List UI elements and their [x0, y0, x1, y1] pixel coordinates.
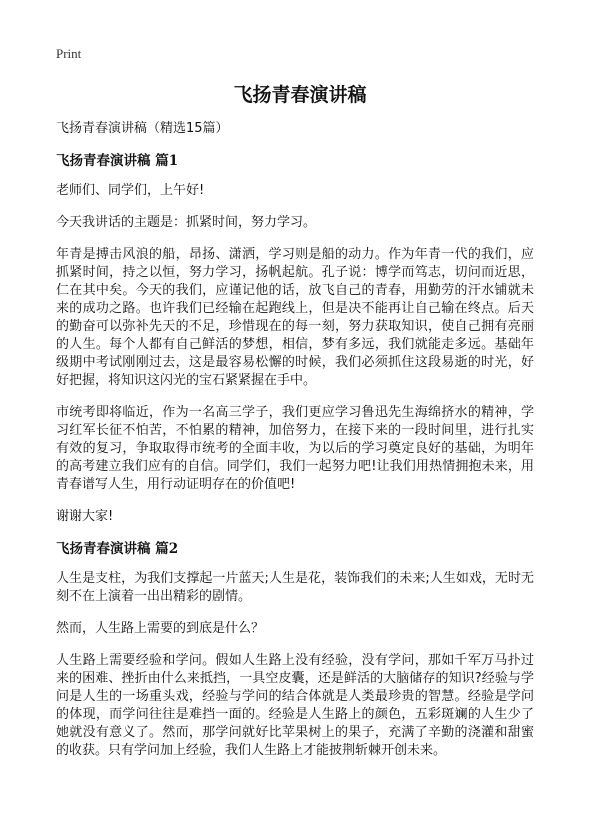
paragraph: 谢谢大家! [56, 509, 114, 524]
document-title: 飞扬青春演讲稿 [233, 84, 367, 106]
section-heading: 飞扬青春演讲稿 篇1 [56, 153, 179, 169]
paragraph: 今天我讲话的主题是：抓紧时间，努力学习。 [56, 215, 317, 230]
print-label: Print [56, 46, 82, 61]
paragraph: 老师们、同学们，上午好! [56, 183, 205, 198]
document-subtitle: 飞扬青春演讲稿（精选15篇） [56, 121, 229, 136]
paragraph: 人生路上需要经验和学问。假如人生路上没有经验，没有学问，那如千军万马扑过来的困难、挫折由什么来抵挡，一具空皮囊，还是鲜活的大脑储存的知识?经验与学问是人生的一场重头戏，经验与学问的结合体就是人类最珍贵的智慧。经验是学问的体现，而学问往往是难挡一面的。经验是人生路上的颜色，五彩斑斓的人生少了她就没有意义了。然而，那学问就好比苹果树上的果子，充满了辛勤的浇灌和甜蜜的收获。只有学问加上经验，我们人生路上才能披荆斩棘开创未来。 [56, 653, 534, 758]
paragraph: 年青是搏击风浪的船，昂扬、潇洒，学习则是船的动力。作为年青一代的我们，应抓紧时间，持之以恒，努力学习，扬帆起航。孔子说：博学而笃志，切问而近思，仁在其中矣。今天的我们，应谨记他的话，放飞自己的青春，用勤劳的汗水铺就未来的成功之路。也许我们已经输在起跑线上，但是决不能再让自己输在终点。后天的勤奋可以弥补先天的不足，珍惜现在的每一刻，努力获取知识，使自己拥有亮丽的人生。每个人都有自己鲜活的梦想，相信，梦有多远，我们就能走多远。基础年级期中考试刚刚过去，这是最容易松懈的时候，我们必须抓住这段易逝的时光，好好把握，将知识这闪光的宝石紧紧握在手中。 [56, 247, 534, 388]
paragraph: 人生是支柱，为我们支撑起一片蓝天;人生是花，装饰我们的未来;人生如戏，无时无刻不在上演着一出出精彩的剧情。 [56, 571, 534, 604]
paragraph: 市统考即将临近，作为一名高三学子，我们更应学习鲁迅先生海绵挤水的精神，学习红军长征不怕苦，不怕累的精神，加倍努力，在接下来的一段时间里，进行扎实有效的复习，争取取得市统考的全面丰收，为以后的学习奠定良好的基础，为明年的高考建立我们应有的自信。同学们，我们一起努力吧!让我们用热情拥抱未来，用青春谱写人生，用行动证明存在的价值吧! [56, 405, 534, 492]
section-heading: 飞扬青春演讲稿 篇2 [56, 541, 179, 557]
paragraph: 然而，人生路上需要的到底是什么？ [56, 621, 265, 636]
document-body [56, 120, 534, 774]
section-1 [56, 152, 534, 526]
section-2 [56, 540, 534, 760]
